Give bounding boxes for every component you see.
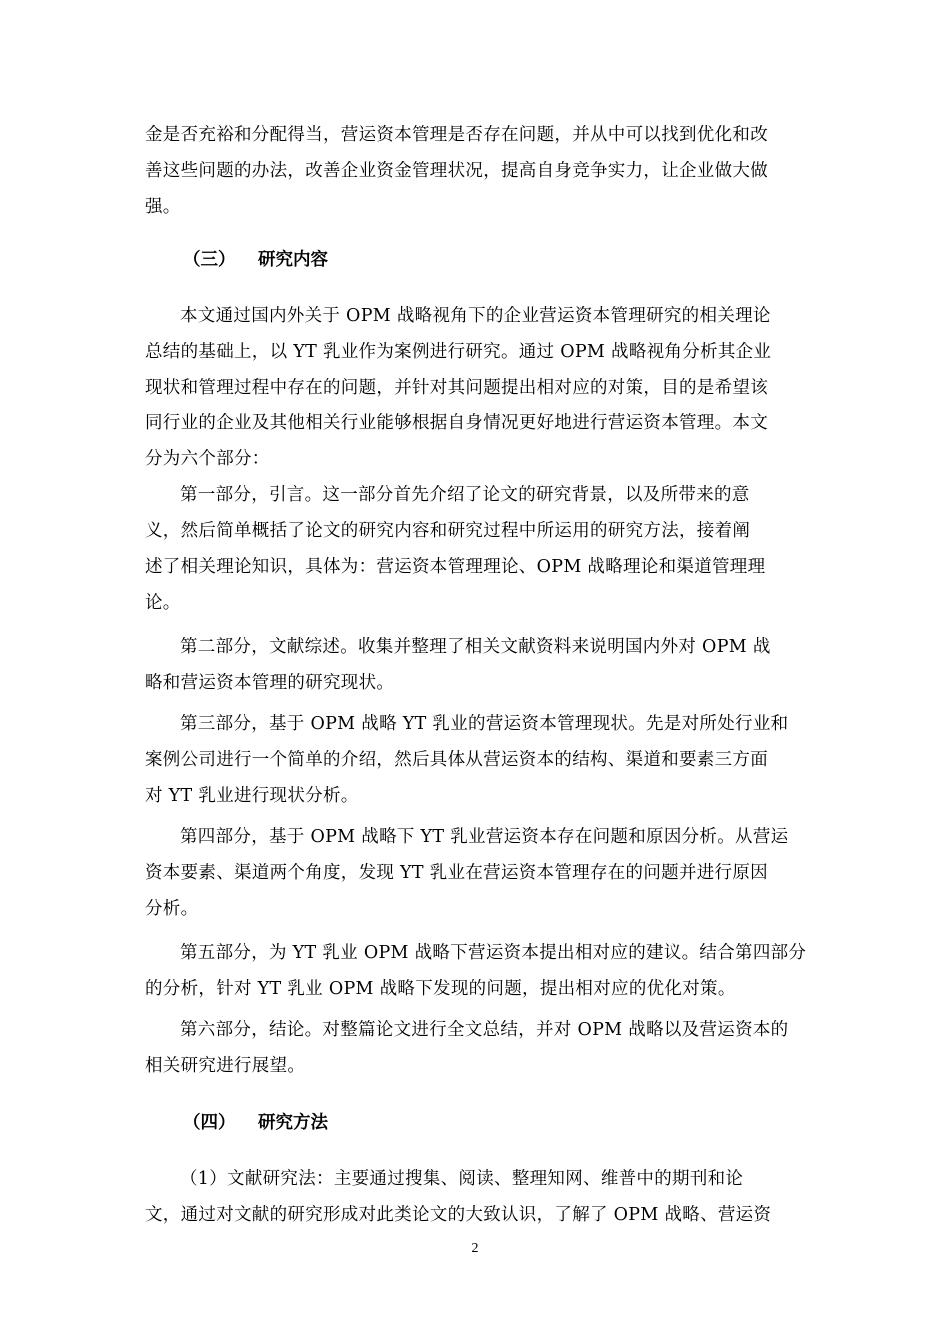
body-text-line: 强。 <box>145 197 181 217</box>
page-number: 2 <box>471 1241 479 1256</box>
body-text-line: 资本要素、渠道两个角度，发现 YT 乳业在营运资本管理存在的问题并进行原因 <box>145 863 768 883</box>
body-text-line: 案例公司进行一个简单的介绍，然后具体从营运资本的结构、渠道和要素三方面 <box>145 750 768 770</box>
body-text-line: 第三部分，基于 OPM 战略 YT 乳业的营运资本管理现状。先是对所处行业和 <box>180 714 789 734</box>
body-text-line: 分为六个部分： <box>145 449 270 469</box>
section-title: 研究方法 <box>258 1113 328 1133</box>
body-text-line: （1）文献研究法：主要通过搜集、阅读、整理知网、维普中的期刊和论 <box>180 1169 744 1189</box>
body-text-line: 第二部分，文献综述。收集并整理了相关文献资料来说明国内外对 OPM 战 <box>180 637 771 657</box>
section-number: （三） <box>183 250 236 270</box>
body-text-line: 对 YT 乳业进行现状分析。 <box>145 786 359 806</box>
body-text-line: 第五部分，为 YT 乳业 OPM 战略下营运资本提出相对应的建议。结合第四部分 <box>180 943 807 963</box>
body-text-line: 论。 <box>145 593 181 613</box>
body-text-line: 总结的基础上，以 YT 乳业作为案例进行研究。通过 OPM 战略视角分析其企业 <box>145 342 772 362</box>
body-text-line: 第四部分，基于 OPM 战略下 YT 乳业营运资本存在问题和原因分析。从营运 <box>180 827 789 847</box>
body-text-line: 略和营运资本管理的研究现状。 <box>145 673 395 693</box>
body-text-line: 本文通过国内外关于 OPM 战略视角下的企业营运资本管理研究的相关理论 <box>180 306 771 326</box>
body-text-line: 同行业的企业及其他相关行业能够根据自身情况更好地进行营运资本管理。本文 <box>145 413 768 433</box>
section-number: （四） <box>183 1113 236 1133</box>
body-text-line: 文，通过对文献的研究形成对此类论文的大致认识，了解了 OPM 战略、营运资 <box>145 1205 772 1225</box>
body-text-line: 述了相关理论知识，具体为：营运资本管理理论、OPM 战略理论和渠道管理理 <box>145 557 766 577</box>
body-text-line: 金是否充裕和分配得当，营运资本管理是否存在问题，并从中可以找到优化和改 <box>145 125 768 145</box>
body-text-line: 相关研究进行展望。 <box>145 1056 306 1076</box>
section-title: 研究内容 <box>258 250 328 270</box>
body-text-line: 义，然后简单概括了论文的研究内容和研究过程中所运用的研究方法，接着阐 <box>145 521 751 541</box>
body-text-line: 第六部分，结论。对整篇论文进行全文总结，并对 OPM 战略以及营运资本的 <box>180 1020 789 1040</box>
body-text-line: 第一部分，引言。这一部分首先介绍了论文的研究背景，以及所带来的意 <box>180 485 750 505</box>
body-text-line: 现状和管理过程中存在的问题，并针对其问题提出相对应的对策，目的是希望该 <box>145 378 768 398</box>
body-text-line: 分析。 <box>145 899 199 919</box>
body-text-line: 的分析，针对 YT 乳业 OPM 战略下发现的问题，提出相对应的优化对策。 <box>145 979 736 999</box>
body-text-line: 善这些问题的办法，改善企业资金管理状况，提高自身竞争实力，让企业做大做 <box>145 161 768 181</box>
